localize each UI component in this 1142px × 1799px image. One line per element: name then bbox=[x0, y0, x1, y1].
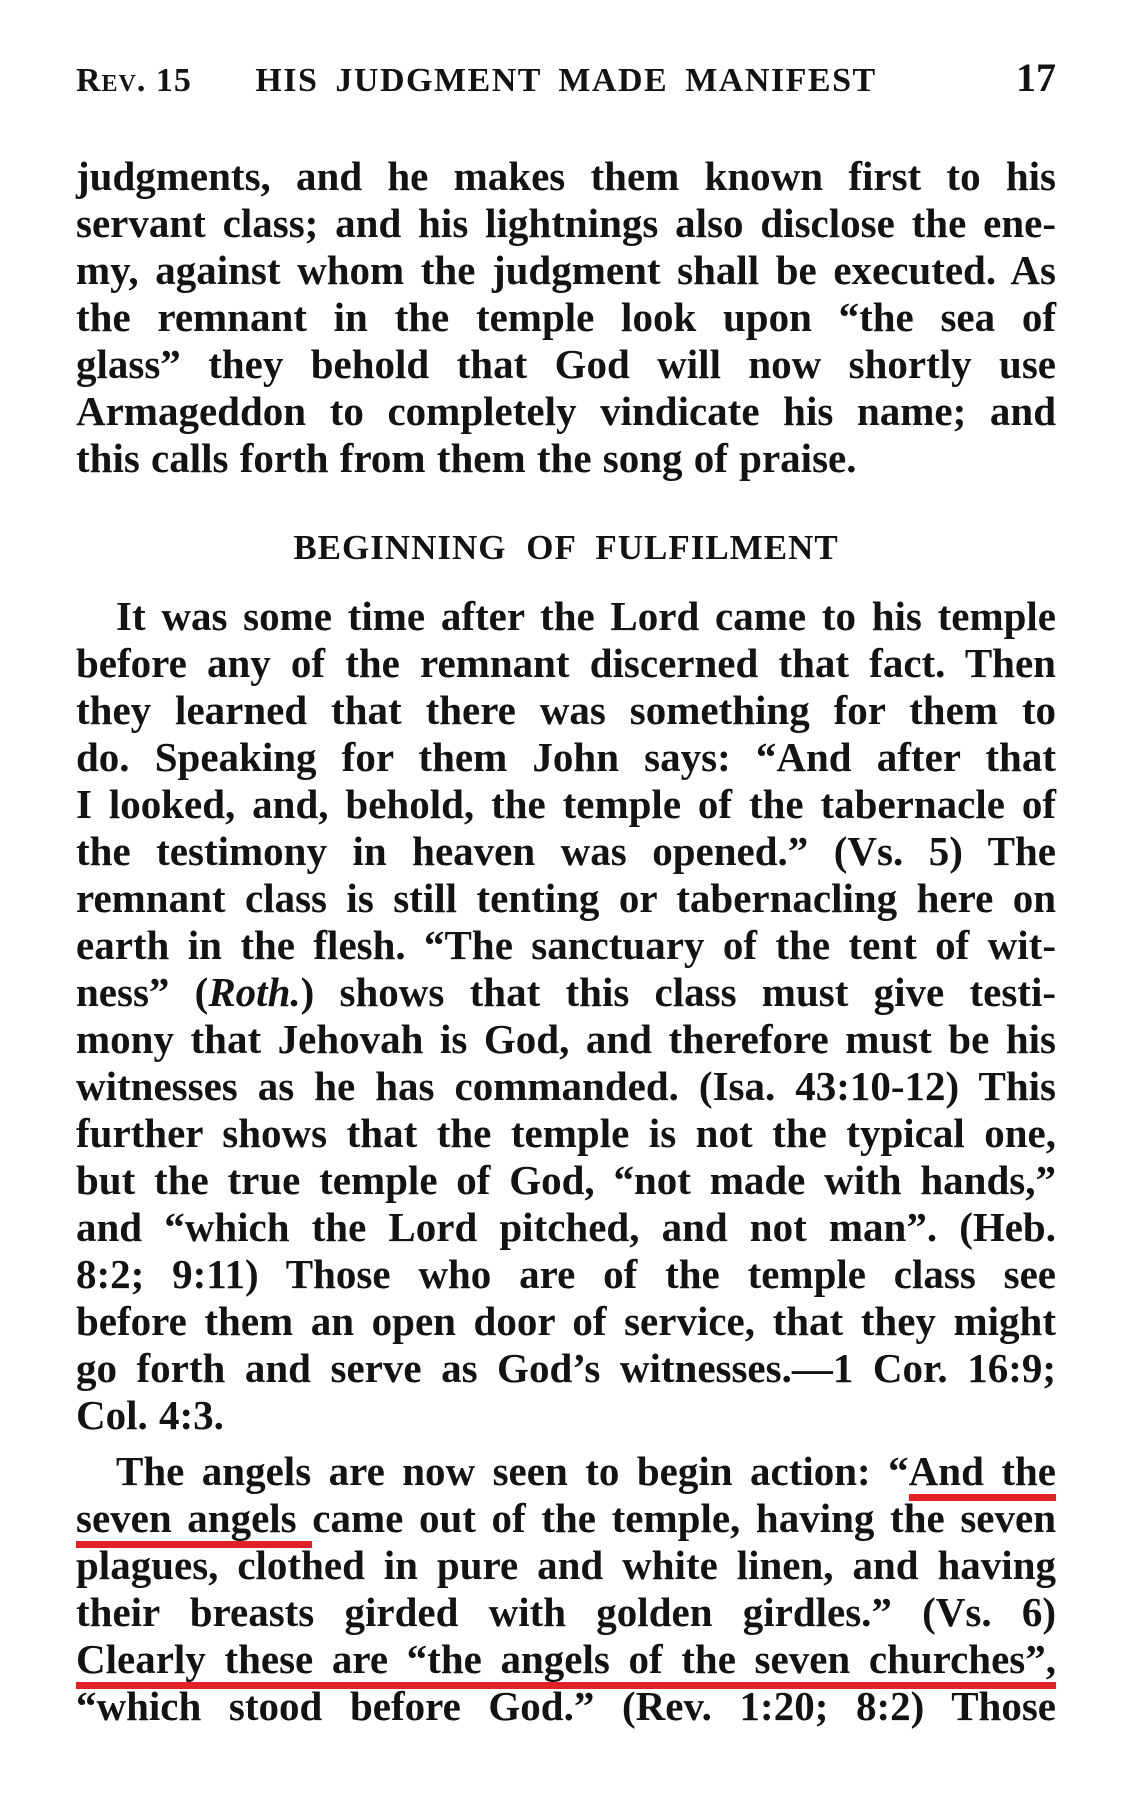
text-segment: ness” ( bbox=[76, 969, 209, 1015]
text-segment: ) shows that this class must give testi- bbox=[300, 969, 1056, 1015]
text-segment: the remnant in the temple look upon “the sea of bbox=[76, 294, 1056, 340]
header-scripture-ref: Rev. 15 bbox=[76, 62, 192, 99]
text-line bbox=[76, 922, 1056, 969]
red-underlined-text: And the bbox=[909, 1448, 1056, 1501]
text-segment: plagues, clothed in pure and white linen, and having bbox=[76, 1542, 1056, 1588]
paragraph-seven-angels bbox=[76, 1448, 1056, 1730]
text-segment: Armageddon to completely vindicate his name; and bbox=[76, 388, 1056, 434]
text-line bbox=[76, 687, 1056, 734]
red-underlined-text: seven angels bbox=[76, 1495, 312, 1548]
text-line bbox=[76, 1589, 1056, 1636]
text-line bbox=[76, 734, 1056, 781]
text-segment: servant class; and his lightnings also disclose the ene- bbox=[76, 200, 1056, 246]
text-segment: my, against whom the judgment shall be executed. As bbox=[76, 247, 1056, 293]
red-underlined-text: Clearly these are “the angels of the seven churches”, bbox=[76, 1636, 1056, 1689]
paragraph-continuation bbox=[76, 153, 1056, 482]
text-line bbox=[76, 1063, 1056, 1110]
text-line bbox=[76, 1110, 1056, 1157]
text-segment: go forth and serve as God’s witnesses.—1 Cor. 16:9; bbox=[76, 1345, 1056, 1391]
text-line bbox=[76, 1683, 1056, 1730]
text-segment: Roth. bbox=[208, 969, 301, 1015]
text-line bbox=[76, 1392, 1056, 1439]
text-line bbox=[76, 1542, 1056, 1589]
text-segment: witnesses as he has commanded. (Isa. 43:10-12) This bbox=[76, 1063, 1056, 1109]
text-line bbox=[76, 1448, 1056, 1495]
text-segment: The angels are now seen to begin action: “ bbox=[116, 1448, 909, 1494]
text-segment: their breasts girded with golden girdles.” (Vs. 6) bbox=[76, 1589, 1056, 1635]
text-line bbox=[76, 294, 1056, 341]
text-line bbox=[76, 1345, 1056, 1392]
text-segment: further shows that the temple is not the typical one, bbox=[76, 1110, 1056, 1156]
text-line bbox=[76, 1251, 1056, 1298]
text-segment: 8:2; 9:11) Those who are of the temple class see bbox=[76, 1251, 1056, 1297]
text-line bbox=[76, 640, 1056, 687]
text-line bbox=[76, 1016, 1056, 1063]
text-segment: before them an open door of service, that they might bbox=[76, 1298, 1056, 1344]
text-line bbox=[76, 247, 1056, 294]
header-book-title: HIS JUDGMENT MADE MANIFEST bbox=[255, 62, 877, 99]
text-segment: “which stood before God.” (Rev. 1:20; 8:2) Those bbox=[76, 1683, 1056, 1729]
text-segment: Col. 4:3. bbox=[76, 1392, 224, 1438]
text-line bbox=[76, 1298, 1056, 1345]
text-line bbox=[76, 200, 1056, 247]
text-segment: judgments, and he makes them known first to his bbox=[76, 153, 1056, 199]
text-segment: but the true temple of God, “not made with hands,” bbox=[76, 1157, 1056, 1203]
text-segment: the testimony in heaven was opened.” (Vs. 5) The bbox=[76, 828, 1056, 874]
text-line bbox=[76, 593, 1056, 640]
text-segment: earth in the flesh. “The sanctuary of the tent of wit- bbox=[76, 922, 1056, 968]
running-header bbox=[76, 56, 1056, 103]
text-segment: this calls forth from them the song of praise. bbox=[76, 435, 857, 481]
text-line bbox=[76, 875, 1056, 922]
text-line bbox=[76, 828, 1056, 875]
text-line bbox=[76, 1636, 1056, 1683]
text-segment: It was some time after the Lord came to his temple bbox=[116, 593, 1056, 639]
text-segment: came out of the temple, having the seven bbox=[312, 1495, 1057, 1541]
text-segment: do. Speaking for them John says: “And after that bbox=[76, 734, 1056, 780]
header-page-number: 17 bbox=[1016, 55, 1056, 100]
text-segment: remnant class is still tenting or tabernacling here on bbox=[76, 875, 1056, 921]
text-line bbox=[76, 781, 1056, 828]
text-segment: they learned that there was something for them to bbox=[76, 687, 1056, 733]
text-line bbox=[76, 435, 1056, 482]
text-line bbox=[76, 388, 1056, 435]
section-heading: BEGINNING OF FULFILMENT bbox=[293, 528, 839, 567]
text-line bbox=[76, 1157, 1056, 1204]
text-line bbox=[76, 341, 1056, 388]
text-line bbox=[76, 1204, 1056, 1251]
text-line bbox=[76, 1495, 1056, 1542]
paragraph-fulfilment bbox=[76, 593, 1056, 1439]
text-line bbox=[76, 153, 1056, 200]
text-segment: and “which the Lord pitched, and not man”. (Heb. bbox=[76, 1204, 1056, 1250]
text-line bbox=[76, 969, 1056, 1016]
text-segment: mony that Jehovah is God, and therefore must be his bbox=[76, 1016, 1056, 1062]
text-segment: before any of the remnant discerned that fact. Then bbox=[76, 640, 1056, 686]
text-segment: glass” they behold that God will now shortly use bbox=[76, 341, 1056, 387]
text-segment: I looked, and, behold, the temple of the tabernacle of bbox=[76, 781, 1056, 827]
